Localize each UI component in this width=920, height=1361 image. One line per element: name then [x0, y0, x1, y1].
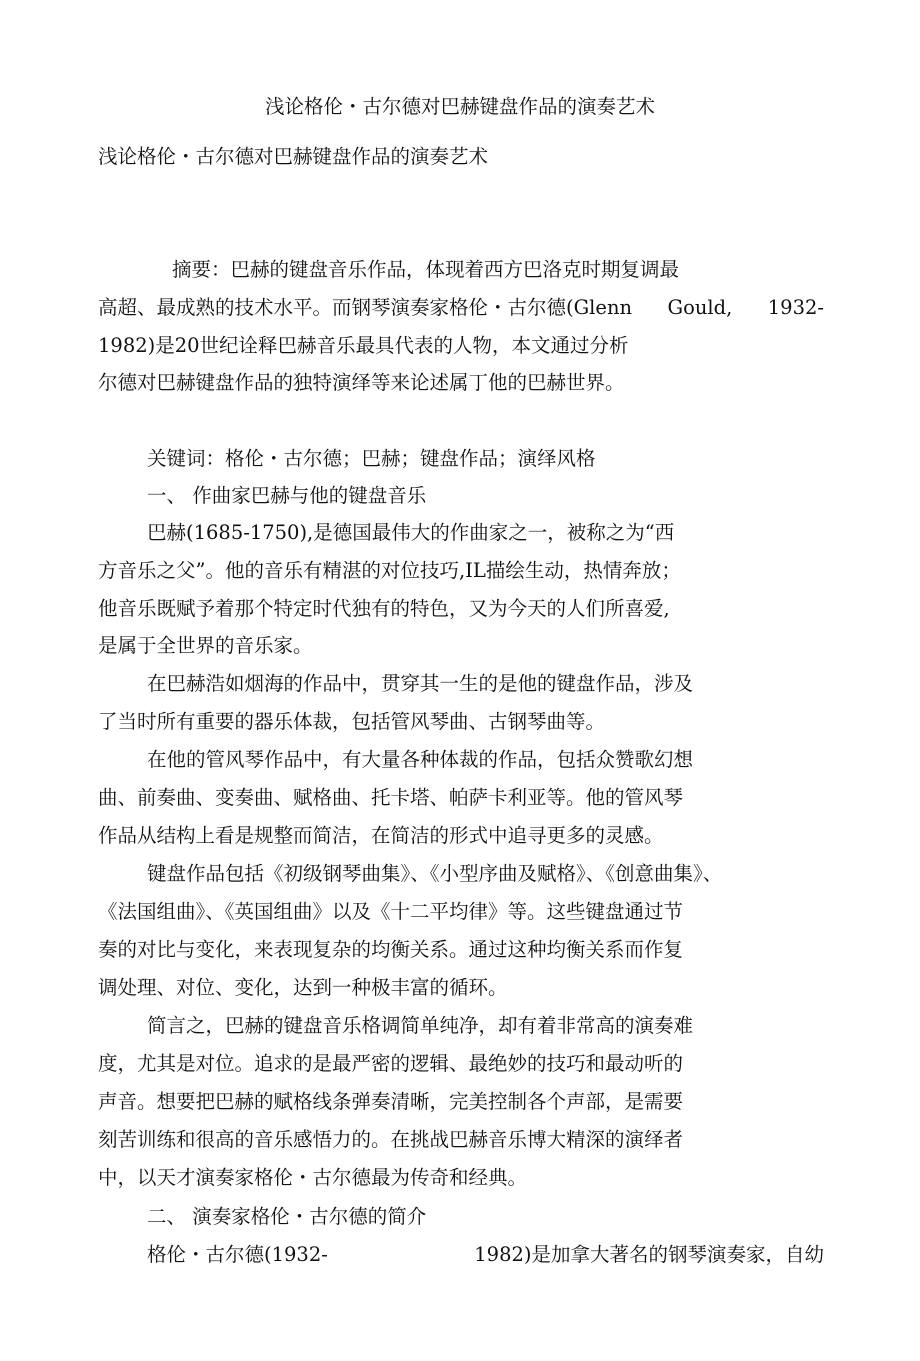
s1-p1-line-2: 方音乐之父”。他的音乐有精湛的对位技巧,IL描绘生动，热情奔放；	[98, 559, 681, 582]
abstract-line-1: 摘要：巴赫的键盘音乐作品，体现着西方巴洛克时期复调最	[172, 258, 680, 281]
section-1-heading: 一、 作曲家巴赫与他的键盘音乐	[147, 484, 427, 507]
s2-p1-line-1	[147, 1243, 824, 1267]
s1-p3-line-3: 作品从结构上看是规整而简洁，在简洁的形式中追寻更多的灵感。	[98, 824, 664, 847]
s1-p1-line-4: 是属于全世界的音乐家。	[98, 634, 313, 657]
s1-p1-line-1: 巴赫(1685-1750),是德国最伟大的作曲家之一，被称之为“西	[147, 521, 675, 544]
abstract-line-2-part-2: Gould,	[667, 296, 733, 319]
s1-p5-line-1: 简言之，巴赫的键盘音乐格调简单纯净，却有着非常高的演奏难	[147, 1014, 694, 1037]
abstract-line-3: 1982)是20世纪诠释巴赫音乐最具代表的人物，本文通过分析	[98, 334, 629, 357]
s1-p4-line-4: 调处理、对位、变化，达到一种极丰富的循环。	[98, 976, 508, 999]
s1-p1-line-3: 他音乐既赋予着那个特定时代独有的特色，又为今天的人们所喜爱,	[98, 597, 670, 620]
s1-p2-line-1: 在巴赫浩如烟海的作品中，贯穿其一生的是他的键盘作品，涉及	[147, 672, 694, 695]
abstract-line-2-part-3: 1932-	[767, 296, 824, 319]
s1-p4-line-2: 《法国组曲》、《英国组曲》以及《十二平均律》等。这些键盘通过节	[98, 900, 684, 923]
s1-p4-line-1: 键盘作品包括《初级钢琴曲集》、《小型序曲及赋格》、《创意曲集》、	[147, 862, 723, 885]
s1-p5-line-2: 度，尤其是对位。追求的是最严密的逻辑、最绝妙的技巧和最动听的	[98, 1052, 684, 1075]
abstract-line-2	[98, 296, 824, 320]
header-title: 浅论格伦・古尔德对巴赫键盘作品的演奏艺术	[264, 95, 655, 118]
s2-p1-line-1-right: 1982)是加拿大著名的钢琴演奏家，自幼	[474, 1243, 824, 1266]
s1-p5-line-5: 中，以天才演奏家格伦・古尔德最为传奇和经典。	[98, 1166, 528, 1189]
abstract-line-2-part-1: 高超、最成熟的技术水平。而钢琴演奏家格伦・古尔德(Glenn	[98, 296, 633, 319]
s1-p3-line-1: 在他的管风琴作品中，有大量各种体裁的作品，包括众赞歌幻想	[147, 748, 694, 771]
s1-p2-line-2: 了当时所有重要的器乐体裁，包括管风琴曲、古钢琴曲等。	[98, 710, 606, 733]
s1-p4-line-3: 奏的对比与变化，来表现复杂的均衡关系。通过这种均衡关系而作复	[98, 938, 684, 961]
s1-p3-line-2: 曲、前奏曲、变奏曲、赋格曲、托卡塔、帕萨卡利亚等。他的管风琴	[98, 786, 684, 809]
s1-p5-line-3: 声音。想要把巴赫的赋格线条弹奏清晰，完美控制各个声部，是需要	[98, 1090, 684, 1113]
s1-p5-line-4: 刻苦训练和很高的音乐感悟力的。在挑战巴赫音乐博大精深的演绎者	[98, 1128, 684, 1151]
s2-p1-line-1-left: 格伦・古尔德(1932-	[147, 1243, 328, 1266]
document-title: 浅论格伦・古尔德对巴赫键盘作品的演奏艺术	[98, 145, 489, 168]
keywords: 关键词：格伦・古尔德；巴赫；键盘作品；演绎风格	[147, 447, 596, 470]
abstract-line-4: 尔德对巴赫键盘作品的独特演绎等来论述属丁他的巴赫世界。	[98, 371, 625, 394]
section-2-heading: 二、 演奏家格伦・古尔德的简介	[147, 1205, 427, 1228]
